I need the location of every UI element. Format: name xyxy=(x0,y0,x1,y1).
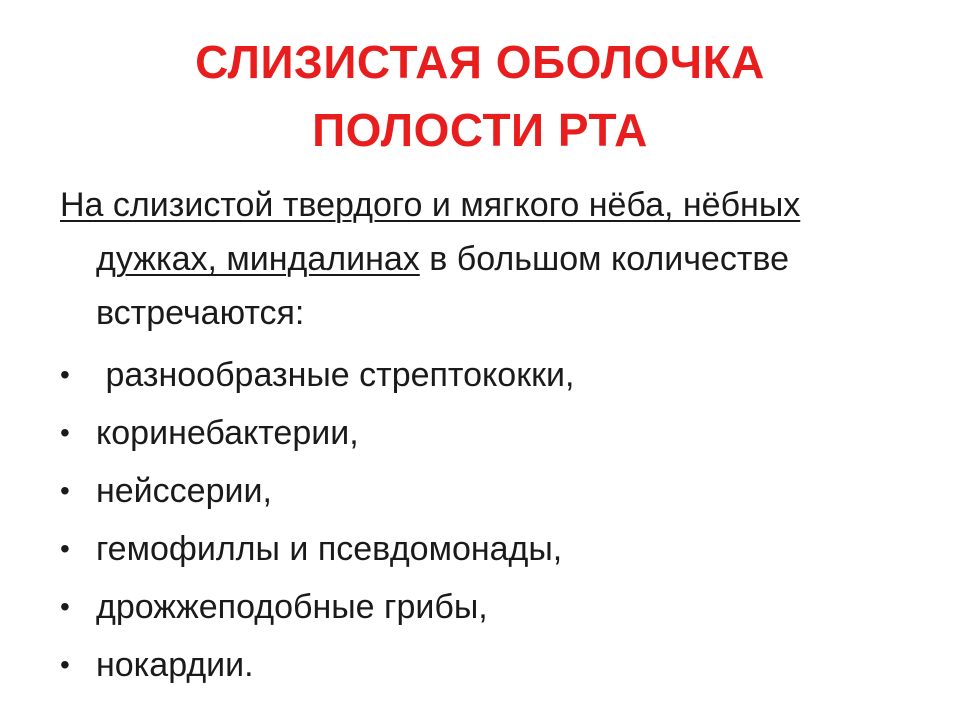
bullet-dot-icon: • xyxy=(60,417,70,448)
bullet-item xyxy=(60,462,920,520)
slide-title xyxy=(80,28,880,164)
bullet-dot-icon: • xyxy=(60,591,70,622)
title-line-1: СЛИЗИСТАЯ ОБОЛОЧКА xyxy=(195,36,765,88)
bullet-item xyxy=(60,636,920,694)
bullet-dot-icon: • xyxy=(60,533,70,564)
bullet-dot-icon: • xyxy=(60,359,70,390)
bullet-dot-icon: • xyxy=(60,475,70,506)
bullet-text: разнообразные стрептококки, xyxy=(96,356,575,394)
intro-rest-text: в большом количестве встречаются: xyxy=(96,240,789,332)
intro-paragraph xyxy=(60,178,920,340)
bullet-text: дрожжеподобные грибы, xyxy=(96,588,488,626)
bullet-item xyxy=(60,404,920,462)
bullet-item xyxy=(60,520,920,578)
slide-body xyxy=(60,178,920,694)
title-line-2: ПОЛОСТИ РТА xyxy=(312,104,648,156)
bullet-text: коринебактерии, xyxy=(96,414,359,452)
bullet-text: нейссерии, xyxy=(96,472,272,510)
bullet-text: гемофиллы и псевдомонады, xyxy=(96,530,563,568)
intro-underlined-text: На слизистой твердого и мягкого нёба, нёбных дужках, миндалинах xyxy=(60,186,801,278)
bullet-dot-icon: • xyxy=(60,649,70,680)
bullet-list xyxy=(60,346,920,694)
bullet-text: нокардии. xyxy=(96,646,254,684)
bullet-item xyxy=(60,578,920,636)
bullet-item xyxy=(60,346,920,404)
